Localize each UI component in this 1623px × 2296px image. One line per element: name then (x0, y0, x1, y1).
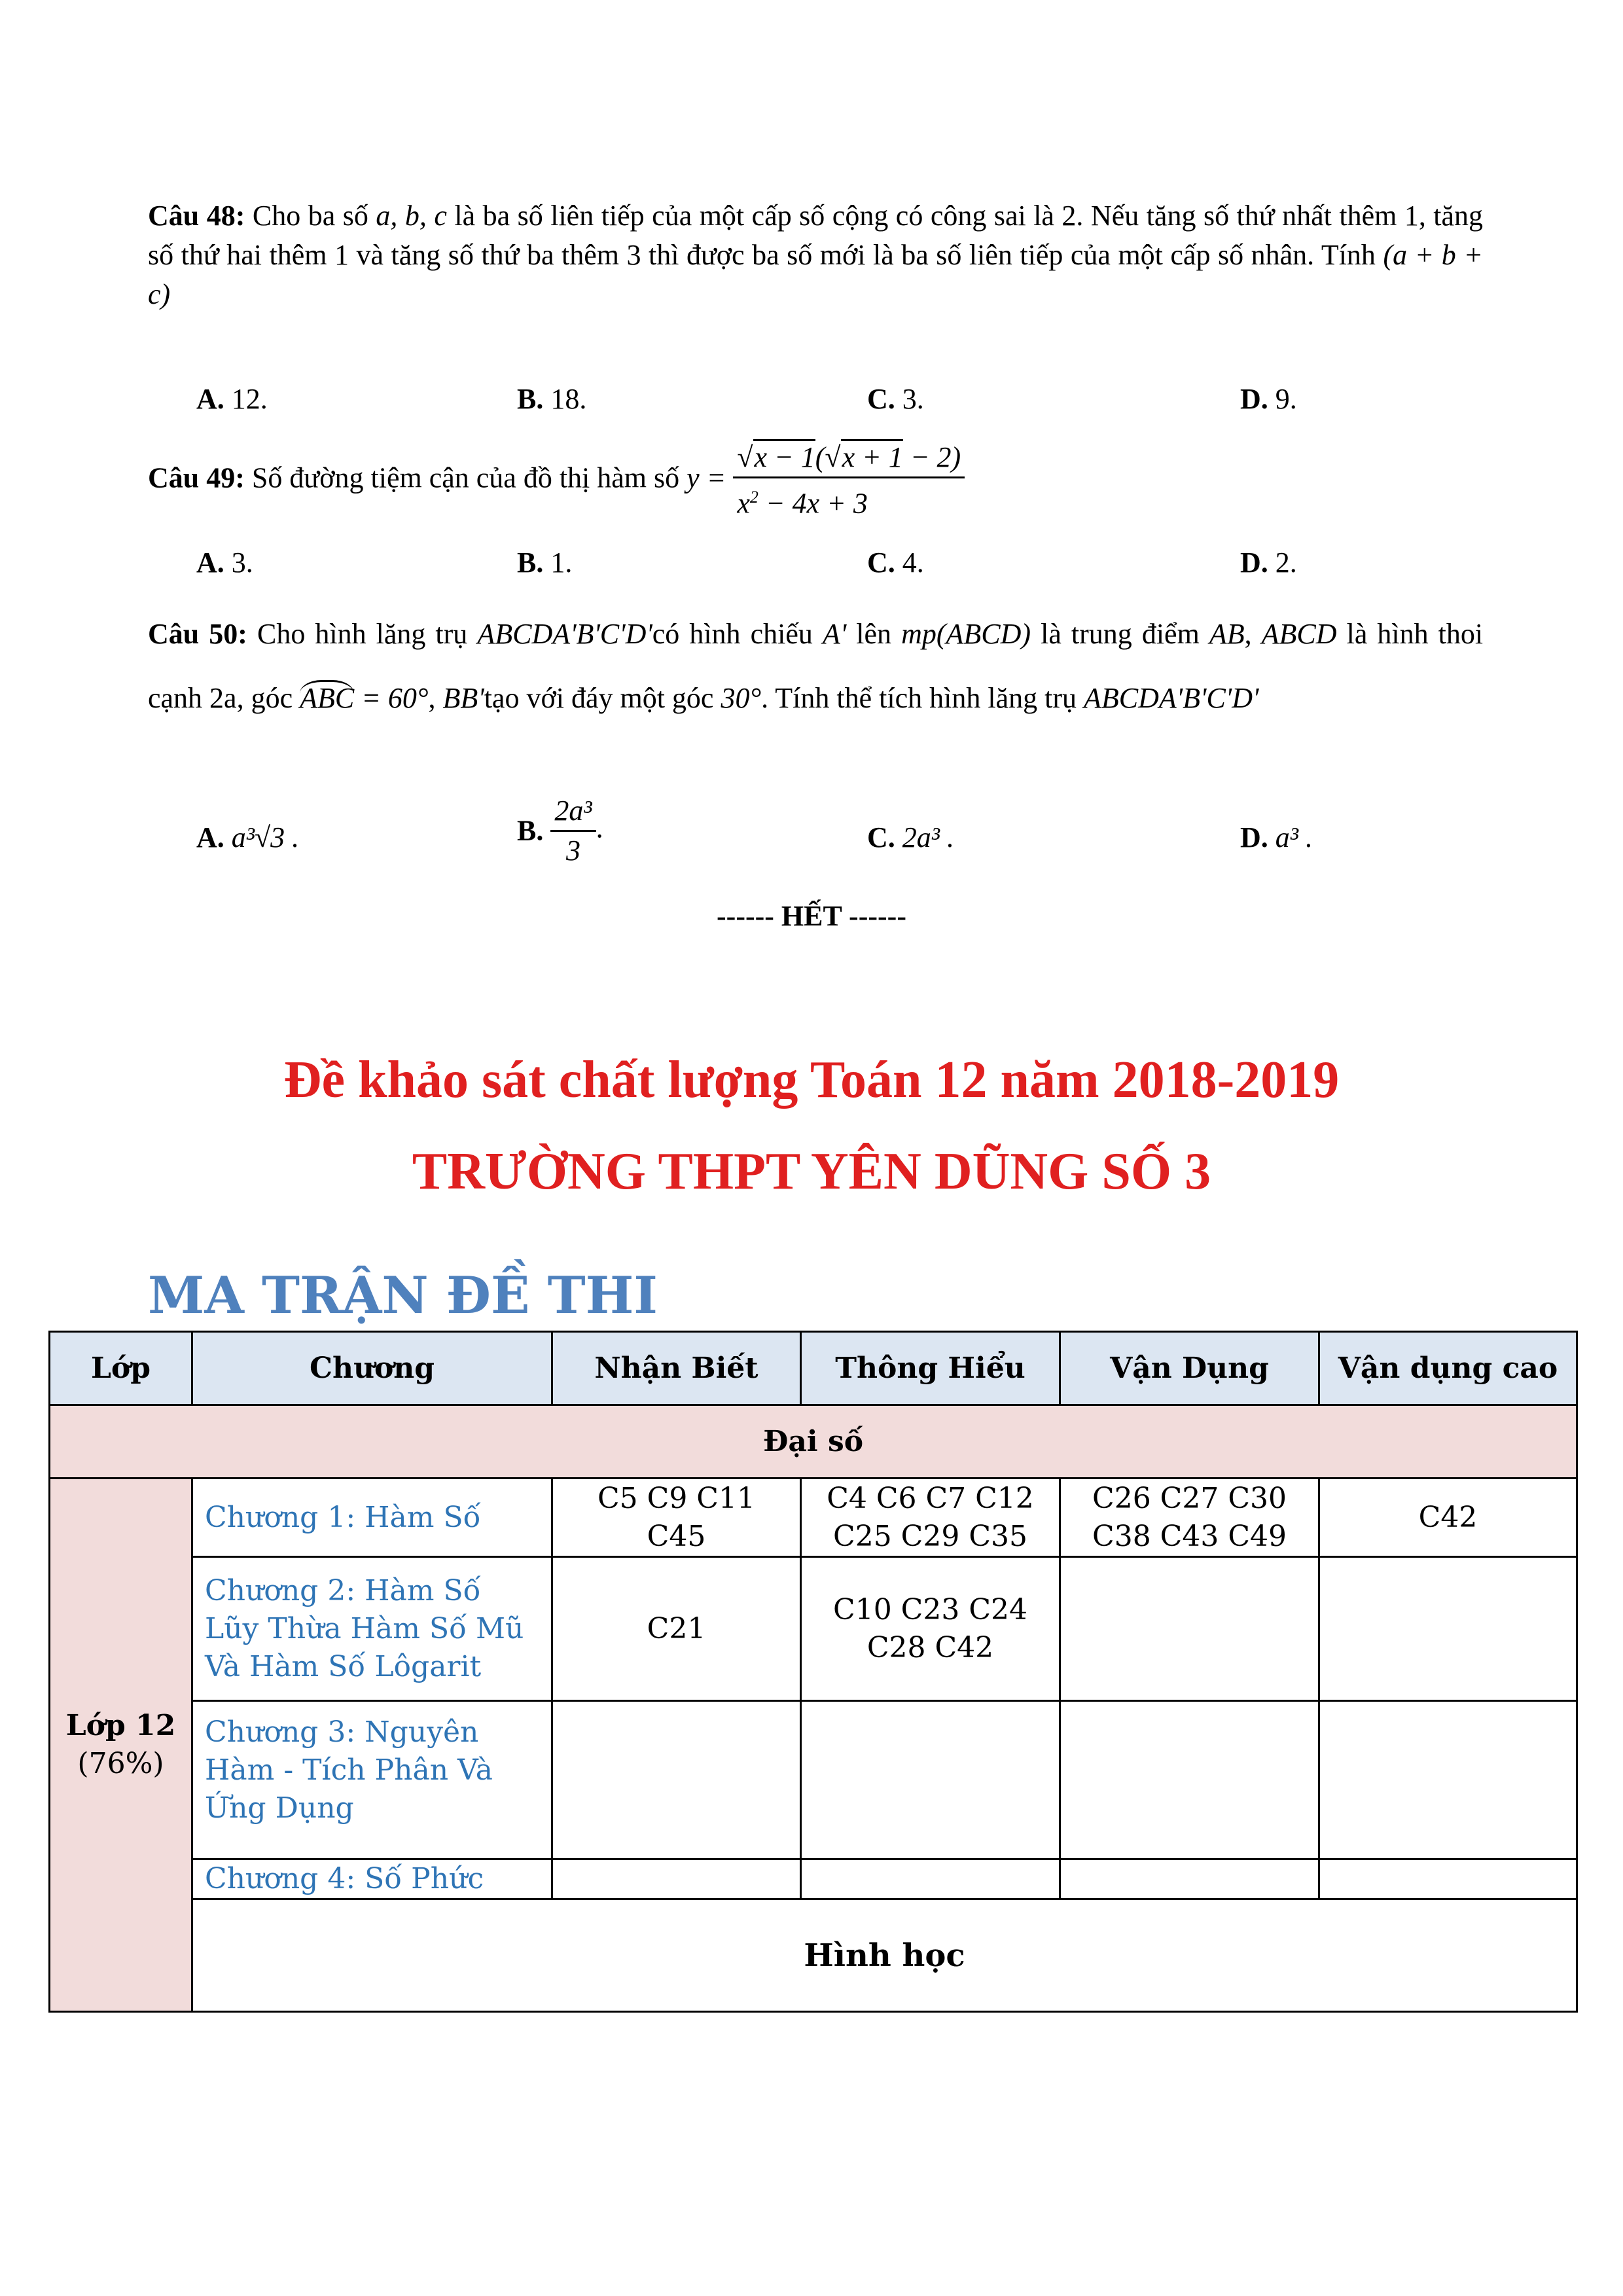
section-row-geometry (50, 1899, 1577, 2012)
cell-vd (1060, 1859, 1319, 1899)
header-nhan-biet: Nhận Biết (552, 1332, 801, 1405)
q50-text: Cho hình lăng trụ (257, 618, 468, 650)
cell-nb (552, 1859, 801, 1899)
header-thong-hieu: Thông Hiểu (801, 1332, 1060, 1405)
question-49-text: Số đường tiệm cận của đồ thị hàm số (251, 461, 680, 494)
cell-th: C4 C6 C7 C12 C25 C29 C35 (801, 1479, 1060, 1557)
cell-vdc: C42 (1319, 1479, 1577, 1557)
section-geometry: Hình học (192, 1899, 1577, 2012)
question-50: Câu 50: Cho hình lăng trụ ABCDA'B'C'D'có hình chiếu A' lên mp(ABCD) là trung điểm AB, ABCD là hình thoi cạnh 2a, góc ABC = 60°, BB'tạo với đáy một góc 30°. Tính thể tích hình lăng trụ ABCDA'B'C'D' (148, 618, 1484, 714)
section-row-algebra (50, 1405, 1577, 1479)
q50-bb: BB' (442, 682, 484, 714)
cell-nb (552, 1701, 801, 1859)
q50-text: lên (856, 618, 892, 650)
header-chuong: Chương (192, 1332, 552, 1405)
table-row (50, 1479, 1577, 1557)
cell-vd (1060, 1557, 1319, 1701)
class-label: Lớp 12 (65, 1709, 176, 1742)
q50-text: có hình chiếu (652, 618, 813, 650)
q50-text: . Tính thể tích hình lăng (761, 682, 1038, 714)
cell-vdc (1319, 1701, 1577, 1859)
q49-answer-a: A. 3. (196, 547, 253, 579)
question-48-expr: (a + b + c) (148, 239, 1484, 310)
header-lop: Lớp (50, 1332, 192, 1405)
q50-prism2: ABCDA'B'C'D' (1084, 682, 1259, 714)
q50-deg30: 30° (721, 682, 762, 714)
q50-answer-b: B. $\frac{\text{2a³}}{3}$ . (517, 792, 603, 870)
cell-nb: C21 (552, 1557, 801, 1701)
end-marker: ------ HẾT ------ (717, 900, 906, 932)
q50-aprime: A' (822, 618, 847, 650)
q49-answer-d: D. 2. (1240, 547, 1297, 579)
cell-vdc (1319, 1557, 1577, 1701)
exam-title: Đề khảo sát chất lượng Toán 12 năm 2018-2019 (283, 1051, 1340, 1109)
header-van-dung: Vận Dụng (1060, 1332, 1319, 1405)
q50-answer-d: D. a³ . (1240, 821, 1313, 853)
q50-comma: , (1244, 618, 1252, 650)
school-title: TRƯỜNG THPT YÊN DŨNG SỐ 3 (412, 1143, 1211, 1200)
cell-nb: C5 C9 C11 C45 (552, 1479, 801, 1557)
q50-abcd: ABCD (1261, 618, 1337, 650)
cell-th: C10 C23 C24 C28 C42 (801, 1557, 1060, 1701)
q50-angle: ABC = 60° (300, 680, 428, 714)
matrix-table (48, 1331, 1578, 2013)
header-row (50, 1332, 1577, 1405)
q50-text: tạo với đáy một góc (484, 682, 714, 714)
cell-vd (1060, 1701, 1319, 1859)
q49-answer-c: C. 4. (867, 547, 924, 579)
q50-answer-c: C. 2a³ . (867, 821, 954, 853)
question-48-text-1: Cho ba số (252, 200, 368, 232)
q50-text: là hình thoi cạnh 2a, góc (148, 618, 1484, 714)
q48-answer-b: B. 18. (517, 383, 587, 415)
q50-text: trụ (1044, 682, 1077, 714)
chapter-4: Chương 4: Số Phức (192, 1859, 552, 1899)
question-50-label: Câu 50: (148, 618, 247, 650)
q49-answer-b: B. 1. (517, 547, 573, 579)
q50-prism: ABCDA'B'C'D' (477, 618, 652, 650)
question-49-y: y = (687, 461, 726, 494)
cell-vd: C26 C27 C30 C38 C43 C49 (1060, 1479, 1319, 1557)
q50-plane: mp(ABCD) (901, 618, 1031, 650)
q48-answer-c: C. 3. (867, 383, 924, 415)
question-49-fraction: $\frac{√x - 1(√x + 1 - 2)}{x^2 - 4x + 3}$ (733, 439, 965, 523)
q50-text: là trung điểm (1041, 618, 1200, 650)
q50-answer-a: A. a³√3 . (196, 821, 300, 853)
q48-answer-d: D. 9. (1240, 383, 1297, 415)
question-48-text-2: là ba số liên tiếp của một cấp số cộng có công sai là 2. Nếu tăng số thứ nhất thêm 1, tăng số thứ hai thêm 1 và tăng số thứ ba thêm 3 thì được ba số mới là ba số liên tiếp của một cấp số nhân. Tính (148, 200, 1484, 271)
class-percent: (76%) (77, 1747, 164, 1780)
cell-th (801, 1859, 1060, 1899)
table-row (50, 1557, 1577, 1701)
question-48-vars: a, b, c (376, 200, 447, 232)
class-cell (50, 1479, 192, 2012)
header-van-dung-cao: Vận dụng cao (1319, 1332, 1577, 1405)
chapter-1: Chương 1: Hàm Số (192, 1479, 552, 1557)
question-49 (148, 439, 1483, 523)
q50-ab: AB (1209, 618, 1245, 650)
table-row (50, 1701, 1577, 1859)
question-48-label: Câu 48: (148, 200, 245, 232)
matrix-heading: MA TRẬN ĐỀ THI (148, 1266, 658, 1325)
cell-vdc (1319, 1859, 1577, 1899)
q48-answer-a: A. 12. (196, 383, 268, 415)
question-48 (148, 196, 1483, 314)
chapter-3: Chương 3: Nguyên Hàm - Tích Phân Và Ứng Dụng (192, 1701, 552, 1859)
cell-th (801, 1701, 1060, 1859)
section-algebra: Đại số (50, 1405, 1577, 1479)
chapter-2: Chương 2: Hàm Số Lũy Thừa Hàm Số Mũ Và Hàm Số Lôgarit (192, 1557, 552, 1701)
question-49-label: Câu 49: (148, 461, 245, 494)
table-row (50, 1859, 1577, 1899)
